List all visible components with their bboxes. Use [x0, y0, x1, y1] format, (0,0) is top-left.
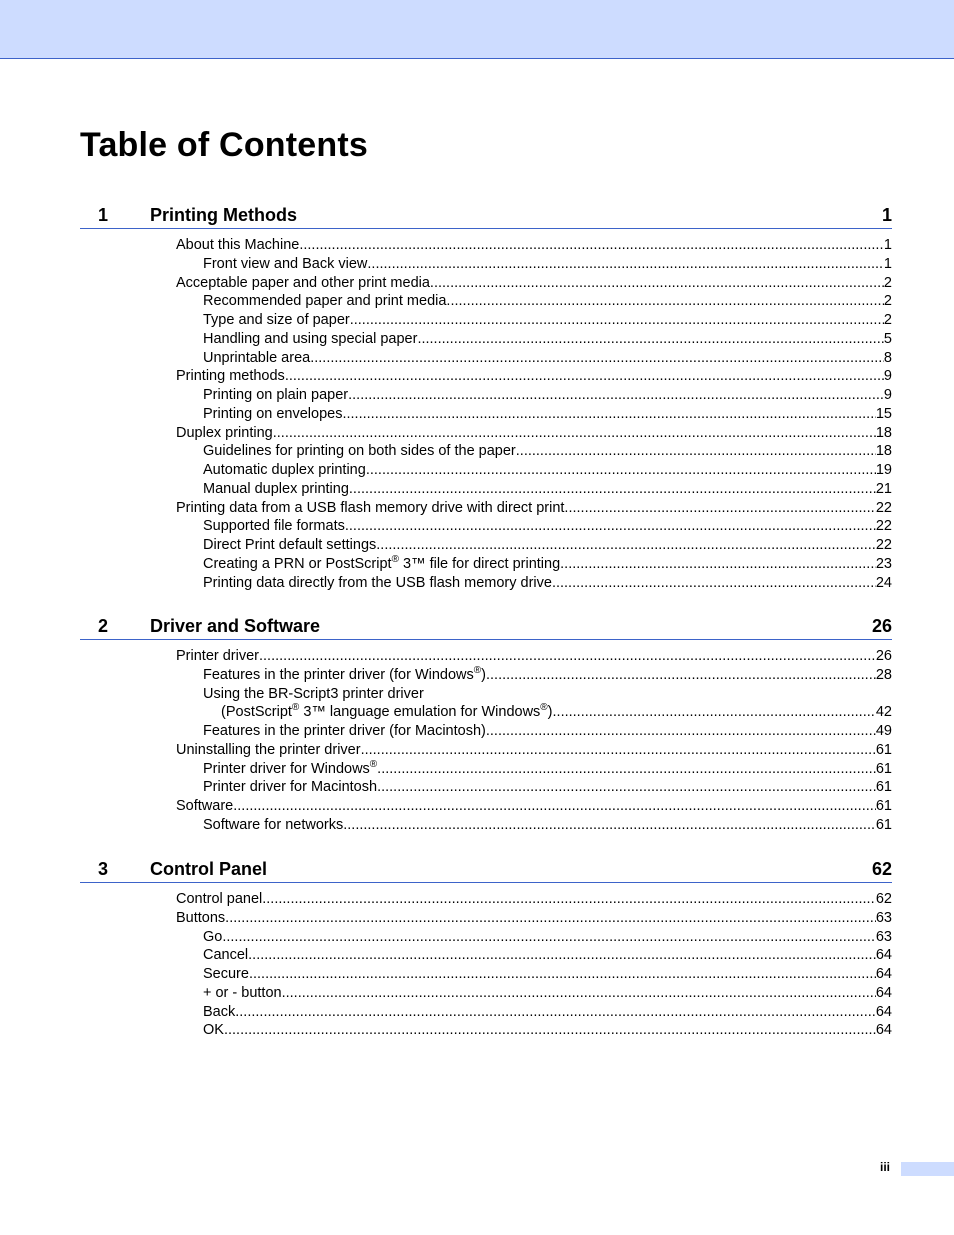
toc-entry-title: Buttons [176, 909, 226, 926]
dot-leader [342, 405, 875, 424]
toc-entry-page-number: 63 [875, 928, 892, 945]
toc-entry[interactable] [80, 274, 892, 293]
toc-entry[interactable] [80, 928, 892, 947]
dot-leader [299, 236, 884, 255]
chapter-number: 2 [98, 616, 109, 636]
toc-entry-page-number: 22 [875, 537, 892, 553]
dot-leader [349, 480, 876, 499]
toc-entry-page-number: 9 [883, 387, 892, 403]
toc-entry[interactable] [80, 461, 892, 480]
toc-entry[interactable] [80, 741, 892, 760]
toc-entry[interactable] [80, 797, 892, 816]
toc-entry[interactable] [80, 760, 892, 779]
toc-entry[interactable] [80, 311, 892, 330]
toc-entry-page-number: 64 [875, 947, 892, 964]
toc-entry-title: Recommended paper and print media [203, 293, 447, 310]
toc-entry[interactable] [80, 1003, 892, 1022]
toc-entry-title: Using the BR-Script3 printer driver [203, 685, 424, 702]
toc-entry-title: Software [176, 798, 234, 814]
toc-entry[interactable] [80, 574, 892, 593]
toc-entry-title-part: 3™ file for direct printing [398, 555, 561, 572]
toc-entry[interactable] [80, 965, 892, 984]
toc-entry-title: Printing data from a USB flash memory drive with direct print [176, 499, 565, 516]
toc-entry-page-number: 64 [875, 984, 892, 1001]
toc-entry-title: + or - button [203, 984, 282, 1001]
toc-entry-title: Front view and Back view [203, 255, 368, 272]
toc-entry-page-number: 61 [875, 816, 892, 833]
registered-trademark-mark: ® [540, 702, 548, 714]
chapter-number: 1 [98, 205, 109, 225]
toc-entry-title: OK [203, 1022, 224, 1039]
toc-entry-title: Manual duplex printing [203, 480, 349, 497]
toc-entry-title-part: Creating a PRN or PostScript [203, 555, 392, 572]
registered-trademark-mark: ® [391, 553, 399, 565]
toc-entry-title-part: Features in the printer driver (for Windows [203, 666, 474, 683]
dot-leader [348, 386, 884, 405]
toc-entry-title: Automatic duplex printing [203, 462, 366, 478]
toc-entry[interactable] [80, 890, 892, 909]
toc-entry-page-number: 61 [875, 779, 892, 796]
dot-leader [446, 292, 884, 311]
dot-leader [377, 760, 876, 779]
chapter-heading[interactable] [80, 856, 892, 883]
dot-leader [553, 703, 876, 722]
toc-entry[interactable] [80, 536, 892, 555]
toc-entry-title [221, 703, 553, 722]
toc-entry-title: Secure [203, 966, 249, 982]
dot-leader [516, 442, 876, 461]
toc-entry-page-number: 1 [883, 255, 892, 272]
toc-entry-page-number: 15 [875, 405, 892, 422]
toc-entry-page-number: 26 [875, 648, 892, 664]
toc-entry[interactable] [80, 816, 892, 835]
toc-entry-page-number: 2 [883, 274, 892, 291]
toc-entry-title: Printing data directly from the USB flash memory drive [203, 574, 552, 591]
toc-entry[interactable] [80, 984, 892, 1003]
toc-entry[interactable] [80, 778, 892, 797]
toc-entry-title: Type and size of paper [203, 312, 350, 328]
toc-entry-page-number: 18 [875, 443, 892, 460]
toc-entry-page-number: 8 [883, 349, 892, 366]
chapter-title: Control Panel [150, 859, 268, 879]
toc-entry-title: Printing methods [176, 368, 285, 385]
toc-entry[interactable] [80, 255, 892, 274]
toc-entry-page-number: 22 [875, 499, 892, 516]
dot-leader [552, 574, 876, 593]
toc-entry[interactable] [80, 349, 892, 368]
dot-leader [417, 330, 883, 349]
dot-leader [259, 647, 876, 666]
toc-entry-page-number: 61 [875, 760, 892, 777]
toc-entry[interactable] [80, 517, 892, 536]
footer-tab [901, 1162, 954, 1176]
toc-entry[interactable] [80, 330, 892, 349]
toc-entry-title: Printing on plain paper [203, 387, 349, 403]
dot-leader [273, 424, 876, 443]
toc-entry-title: Duplex printing [176, 424, 273, 441]
toc-entry-page-number: 22 [875, 518, 892, 535]
toc-entry-title: About this Machine [176, 237, 300, 253]
toc-entry[interactable] [80, 367, 892, 386]
dot-leader [233, 797, 876, 816]
toc-entry-title [203, 760, 377, 779]
dot-leader [222, 928, 876, 947]
dot-leader [486, 666, 876, 685]
registered-trademark-mark: ® [473, 664, 482, 676]
toc-entry-page-number: 2 [883, 312, 892, 328]
toc-entry-page-number: 64 [875, 1022, 892, 1039]
toc-entry[interactable] [80, 292, 892, 311]
toc-entry-page-number: 23 [875, 555, 892, 572]
dot-leader [225, 909, 876, 928]
footer-page-number: iii [880, 1160, 891, 1174]
toc-entry[interactable] [80, 555, 892, 574]
toc-entry-title-part: ) [481, 666, 486, 683]
toc-entry-page-number: 62 [875, 891, 892, 907]
toc-entry-page-number: 63 [875, 909, 892, 926]
toc-entry-page-number: 1 [883, 237, 892, 253]
toc-entry-title: Direct Print default settings [203, 537, 377, 553]
toc-entry[interactable] [80, 722, 892, 741]
toc-entry-title-part: 3™ language emulation for Windows [299, 704, 541, 721]
toc-entry-title: Guidelines for printing on both sides of the paper [203, 443, 516, 460]
toc-entry-title [203, 666, 486, 685]
dot-leader [224, 1021, 876, 1040]
registered-trademark-mark: ® [291, 702, 300, 714]
chapter-heading[interactable] [80, 202, 892, 229]
registered-trademark-mark: ® [369, 758, 378, 770]
toc-entry[interactable] [80, 480, 892, 499]
toc-entry-title: Supported file formats [203, 518, 345, 535]
toc-entry[interactable] [80, 442, 892, 461]
toc-entry-title-part: ) [547, 704, 553, 721]
toc-entry-title: Handling and using special paper [203, 330, 418, 347]
dot-leader [310, 349, 884, 368]
toc-entry[interactable] [80, 1021, 892, 1040]
dot-leader [377, 778, 876, 797]
toc-entry-title: Uninstalling the printer driver [176, 741, 361, 758]
dot-leader [361, 741, 876, 760]
toc-entry-page-number: 2 [883, 293, 892, 310]
toc-entry[interactable] [80, 647, 892, 666]
toc-entry-page-number: 19 [875, 462, 892, 478]
toc-entry-page-number: 61 [875, 741, 892, 758]
toc-entry-title: Control panel [176, 891, 263, 907]
toc-entry-page-number: 24 [875, 574, 892, 591]
toc-entry[interactable] [80, 946, 892, 965]
toc-entry[interactable] [80, 405, 892, 424]
chapter-heading[interactable] [80, 613, 892, 640]
dot-leader [367, 255, 884, 274]
toc-entry-page-number: 49 [875, 723, 892, 739]
toc-entry-page-number: 61 [875, 798, 892, 814]
dot-leader [282, 984, 876, 1003]
dot-leader [430, 274, 884, 293]
toc-entry-title [203, 555, 560, 574]
toc-entry-page-number: 21 [875, 480, 892, 497]
toc-entry-title: Cancel [203, 947, 249, 964]
toc-entry-page-number: 28 [875, 666, 892, 683]
toc-entry-title: Go [203, 928, 223, 945]
toc-entry-page-number: 42 [875, 704, 892, 721]
toc-entry-page-number: 18 [875, 424, 892, 441]
toc-entry-title-part: (PostScript [221, 704, 292, 721]
toc-entry-list [80, 647, 892, 835]
chapter-number: 3 [98, 859, 109, 879]
dot-leader [235, 1003, 876, 1022]
toc-entry-page-number: 64 [875, 966, 892, 982]
chapter-2 [80, 613, 892, 835]
toc-entry-title: Printer driver [176, 648, 259, 664]
chapter-page-number: 26 [871, 616, 892, 636]
chapter-page-number: 1 [881, 205, 892, 225]
toc-entry-page-number: 5 [883, 330, 892, 347]
dot-leader [249, 965, 876, 984]
dot-leader [486, 722, 876, 741]
toc-entry[interactable] [80, 424, 892, 443]
toc-entry-list [80, 890, 892, 1040]
dot-leader [345, 517, 876, 536]
toc-entry[interactable] [80, 685, 892, 704]
toc-entry-page-number: 9 [883, 368, 892, 385]
dot-leader [564, 499, 875, 518]
toc-entry[interactable] [80, 386, 892, 405]
toc-entry-title-part: Printer driver for Windows [203, 760, 370, 777]
chapter-title: Driver and Software [150, 616, 321, 636]
toc-entry-title: Back [203, 1003, 236, 1020]
toc-entry-title: Printing on envelopes [203, 405, 343, 422]
dot-leader [350, 311, 884, 330]
toc-entry-title: Printer driver for Macintosh [203, 779, 378, 796]
dot-leader [366, 461, 876, 480]
dot-leader [285, 367, 884, 386]
toc-entry-title: Acceptable paper and other print media [176, 274, 430, 291]
toc-entry-list [80, 236, 892, 592]
toc-entry[interactable] [80, 236, 892, 255]
dot-leader [248, 946, 876, 965]
chapter-1 [80, 202, 892, 592]
chapter-3 [80, 856, 892, 1040]
dot-leader [262, 890, 876, 909]
chapter-title: Printing Methods [150, 205, 297, 225]
dot-leader [424, 685, 892, 704]
dot-leader [560, 555, 876, 574]
toc-entry[interactable] [80, 499, 892, 518]
page-title: Table of Contents [80, 126, 368, 164]
toc-entry[interactable] [80, 703, 892, 722]
toc-entry-title: Unprintable area [203, 349, 311, 366]
toc-entry-title: Features in the printer driver (for Macintosh) [203, 723, 486, 739]
toc-entry[interactable] [80, 666, 892, 685]
dot-leader [376, 536, 876, 555]
chapter-page-number: 62 [871, 859, 892, 879]
toc-entry-page-number: 64 [875, 1003, 892, 1020]
toc-entry[interactable] [80, 909, 892, 928]
toc-entry-title: Software for networks [203, 816, 344, 833]
dot-leader [343, 816, 876, 835]
header-band [0, 0, 954, 59]
